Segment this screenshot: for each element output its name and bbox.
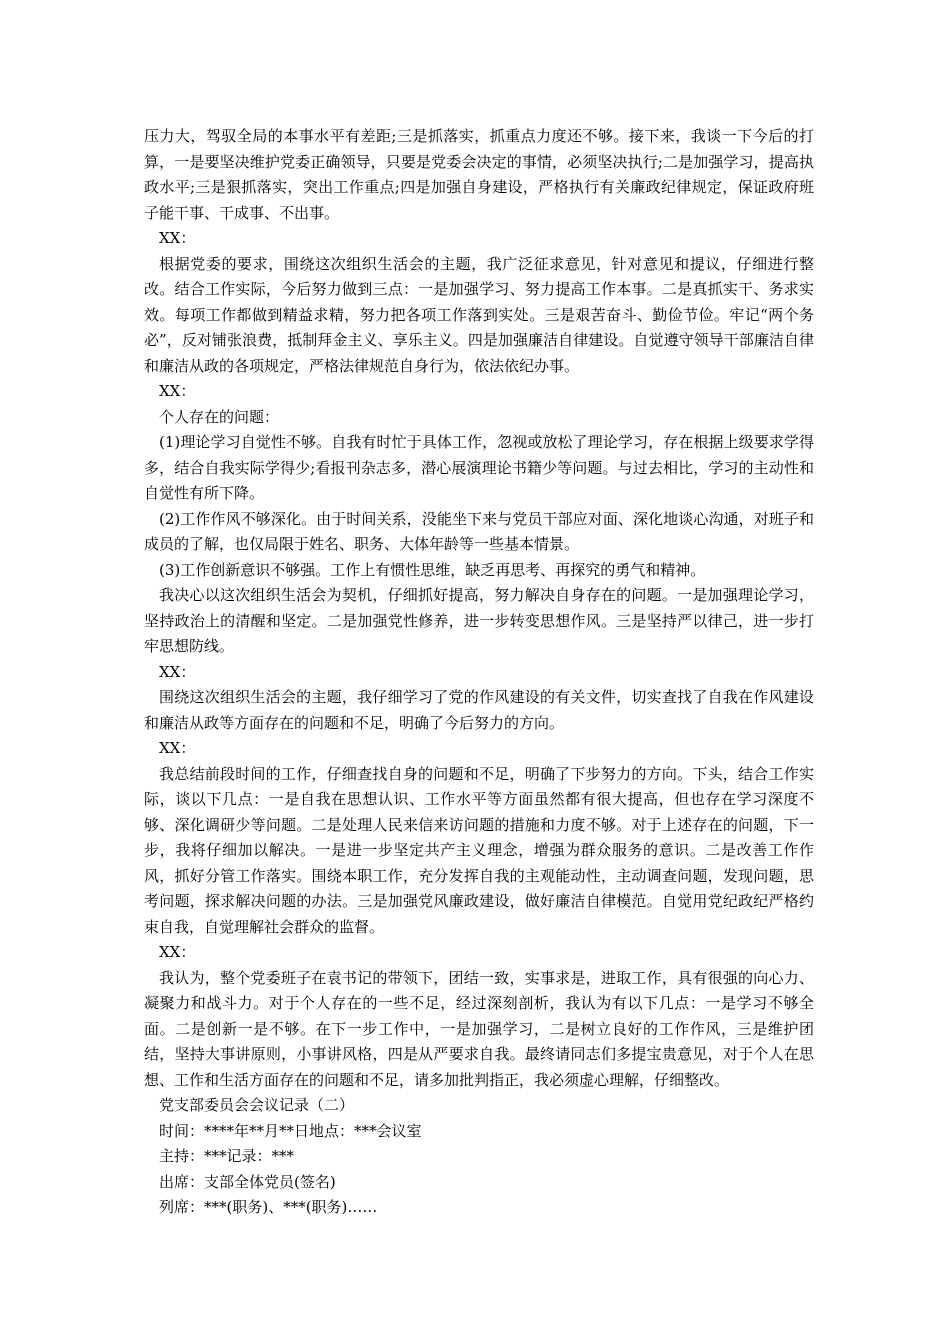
paragraph: 我认为，整个党委班子在袁书记的带领下，团结一致，实事求是，进取工作，具有很强的向心力、凝聚力和战斗力。对于个人存在的一些不足，经过深刻剖析，我认为有以下几点：一是学习不够全面。二是创新一是不够。在下一步工作中，一是加强学习，二是树立良好的工作作风，三是维护团结，坚持大事讲原则，小事讲风格，四是从严要求自我。最终请同志们多提宝贵意见，对于个人在思想、工作和生活方面存在的问题和不足，请多加批判指正，我必须虚心理解，仔细整改。 — [144, 968, 814, 1089]
paragraph-continuation: 压力大，驾驭全局的本事水平有差距;三是抓落实，抓重点力度还不够。接下来，我谈一下今后的打算，一是要坚决维护党委正确领导，只要是党委会决定的事情，必须坚决执行;二是加强学习，提高执政水平;三是狠抓落实，突出工作重点;四是加强自身建设，严格执行有关廉政纪律规定，保证政府班子能干事、干成事、不出事。 — [144, 127, 814, 222]
speaker-label: XX： — [159, 739, 196, 757]
list-item: (1)理论学习自觉性不够。自我有时忙于具体工作，忽视或放松了理论学习，存在根据上级要求学得多，结合自我实际学得少;看报刊杂志多，潜心展演理论书籍少等问题。与过去相比，学习的主动性和自觉性有所下降。 — [144, 433, 814, 502]
document-body — [144, 124, 814, 1221]
paragraph: 根据党委的要求，围绕这次组织生活会的主题，我广泛征求意见，针对意见和提议，仔细进行整改。结合工作实际，今后努力做到三点：一是加强学习、努力提高工作本事。二是真抓实干、务求实效。每项工作都做到精益求精，努力把各项工作落到实处。三是艰苦奋斗、勤俭节俭。牢记“两个务必”，反对铺张浪费，抵制拜金主义、享乐主义。四是加强廉洁自律建设。自觉遵守领导干部廉洁自律和廉洁从政的各项规定，严格法律规范自身行为，依法依纪办事。 — [144, 254, 814, 375]
speaker-label: XX： — [159, 229, 196, 247]
list-item: (3)工作创新意识不够强。工作上有惯性思维，缺乏再思考、再探究的勇气和精神。 — [159, 560, 706, 579]
list-item: (2)工作作风不够深化。由于时间关系，没能坐下来与党员干部应对面、深化地谈心沟通，对班子和成员的了解，也仅局限于姓名、职务、大体年龄等一些基本情景。 — [144, 509, 814, 553]
paragraph: 我决心以这次组织生活会为契机，仔细抓好提高，努力解决自身存在的问题。一是加强理论学习，坚持政治上的清醒和坚定。二是加强党性修养，进一步转变思想作风。三是坚持严以律己，进一步打牢思想防线。 — [144, 586, 814, 655]
paragraph: 个人存在的问题： — [159, 407, 280, 426]
speaker-label: XX： — [159, 943, 196, 961]
meeting-host-recorder: 主持：***记录：*** — [159, 1147, 295, 1165]
paragraph: 我总结前段时间的工作，仔细查找自身的问题和不足，明确了下步努力的方向。下头，结合工作实际，谈以下几点：一是自我在思想认识、工作水平等方面虽然都有很大提高，但也存在学习深度不够、深化调研少等问题。二是处理人民来信来访问题的措施和力度不够。对于上述存在的问题，下一步，我将仔细加以解决。一是进一步坚定共产主义理念，增强为群众服务的意识。二是改善工作作风，抓好分管工作落实。围绕本职工作，充分发挥自我的主观能动性，主动调查问题，发现问题，思考问题，探求解决问题的办法。三是加强党风廉政建设，做好廉洁自律模范。自觉用党纪政纪严格约束自我，自觉理解社会群众的监督。 — [144, 764, 814, 936]
meeting-attendees: 出席：支部全体党员(签名) — [159, 1172, 336, 1191]
speaker-label: XX： — [159, 662, 196, 681]
meeting-observers: 列席：***(职务)、***(职务)…… — [159, 1198, 378, 1216]
speaker-label: XX： — [159, 382, 196, 400]
section-title: 党支部委员会会议记录（二） — [159, 1096, 355, 1114]
paragraph: 围绕这次组织生活会的主题，我仔细学习了党的作风建设的有关文件，切实查找了自我在作风建设和廉洁从政等方面存在的问题和不足，明确了今后努力的方向。 — [144, 688, 814, 732]
meeting-time-place: 时间：****年**月**日地点：***会议室 — [159, 1121, 422, 1140]
